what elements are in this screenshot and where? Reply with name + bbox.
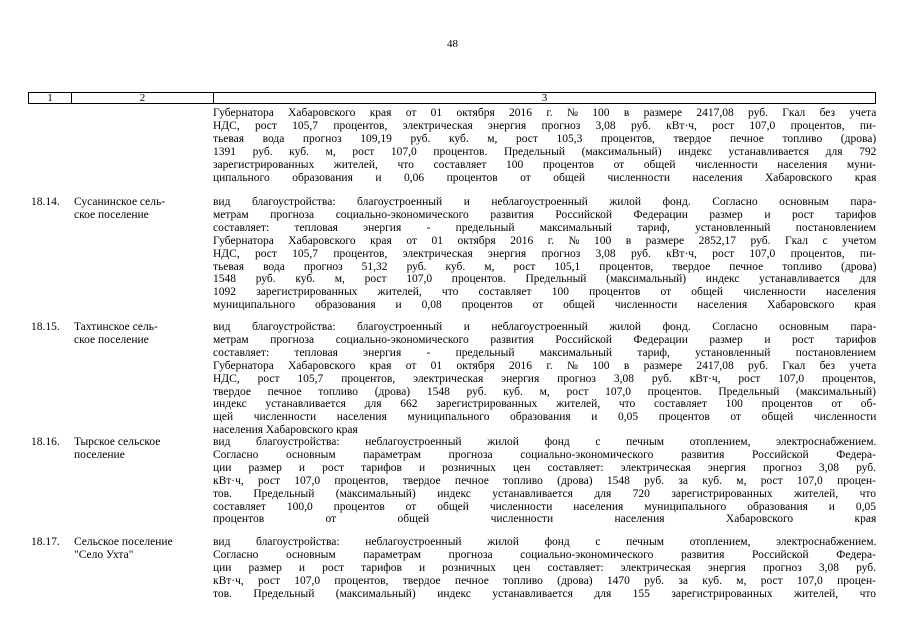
- text-line: 1092 зарегистрированных жителей, что составляет 100 процентов от общей численности населения: [213, 286, 876, 299]
- text-line: тьевая вода прогноз 109,19 руб. куб. м, рост 105,3 процентов, твердое печное топливо (дрова): [213, 132, 877, 145]
- page-number: 48: [447, 38, 458, 50]
- text-line: Согласно основным параметрам прогноза социально-экономического развития Российской Федера-: [213, 548, 876, 561]
- text-line: НДС, рост 105,7 процентов, электрическая энергия прогноз 3,08 руб. кВт·ч, рост 107,0 процентов, пи-: [213, 247, 876, 260]
- settlement-name: [74, 196, 209, 222]
- settlement-description: [213, 196, 876, 312]
- text-line: НДС, рост 105,7 процентов, электрическая энергия прогноз 3,08 руб. кВт·ч, рост 107,0 процентов, пи-: [213, 119, 876, 132]
- text-line: Согласно основным параметрам прогноза социально-экономического развития Российской Федера-: [213, 448, 876, 461]
- name-line: ское поселение: [74, 333, 149, 346]
- header-col-2: 2: [72, 93, 214, 103]
- text-line: метрам прогноза социально-экономического развития Российской Федерации размер и рост тарифов: [213, 208, 877, 221]
- text-line: составляет: тепловая энергия - предельный максимальный тариф, установленный постановлением: [213, 221, 876, 234]
- name-line: Сусанинское сель-: [74, 196, 166, 208]
- continuation-text: [213, 107, 876, 184]
- text-line: составляет: тепловая энергия - предельный максимальный тариф, установленный постановлением: [213, 346, 876, 359]
- text-line: тов. Предельный (максимальный) индекс устанавливается для 155 зарегистрированных жителей, что: [213, 587, 876, 600]
- row-number: 18.14.: [31, 196, 60, 208]
- settlement-description: [213, 321, 876, 437]
- settlement-name: [74, 321, 209, 347]
- text-line: Губернатора Хабаровского края от 01 октября 2016 г. № 100 в размере 2852,17 руб. Гкал с учетом: [213, 234, 877, 247]
- settlement-name: [74, 436, 209, 462]
- text-line: метрам прогноза социально-экономического развития Российской Федерации размер и рост тарифов: [213, 333, 877, 346]
- text-line: 1548 руб. куб. м, рост 107,0 процентов. Предельный (максимальный) индекс устанавливается для: [213, 273, 877, 286]
- settlement-name: [74, 536, 209, 562]
- text-line: зарегистрированных жителей, что составляет 100 процентов от общей численности населения муни-: [213, 158, 876, 171]
- text-line: щей численности населения муниципального образования и 0,05 процентов от общей численности: [213, 411, 877, 424]
- row-number: 18.17.: [31, 536, 60, 548]
- row-number: 18.15.: [31, 321, 60, 333]
- text-line: индекс устанавливается для 662 зарегистрированных жителей, что составляет 100 процентов от об-: [213, 398, 877, 411]
- text-line: НДС, рост 105,7 процентов, электрическая энергия прогноз 3,08 руб. кВт·ч, рост 107,0 процентов,: [213, 372, 876, 385]
- name-line: Тахтинское сель-: [74, 321, 158, 333]
- settlement-description: [213, 536, 876, 601]
- text-line: вид благоустройства: благоустроенный и неблагоустроенный жилой фонд. Согласно основным пара-: [213, 321, 877, 333]
- text-line: вид благоустройства: благоустроенный и неблагоустроенный жилой фонд. Согласно основным пара-: [213, 196, 877, 208]
- text-line: ции размер и рост тарифов и розничных цен составляет: электрическая энергия прогноз 3,08 руб.: [213, 461, 876, 474]
- text-line: ции размер и рост тарифов и розничных цен составляет: электрическая энергия прогноз 3,08 руб.: [213, 561, 876, 574]
- name-line: "Село Ухта": [74, 548, 134, 561]
- row-number: 18.16.: [31, 436, 60, 448]
- settlement-description: [213, 436, 876, 526]
- text-line: кВт·ч, рост 107,0 процентов, твердое печное топливо (дрова) 1548 руб. за куб. м, рост 107,0 процен-: [213, 474, 876, 487]
- name-line: поселение: [74, 448, 125, 461]
- text-line: вид благоустройства: неблагоустроенный жилой фонд с печным отоплением, электроснабжением.: [213, 436, 877, 448]
- name-line: Тырское сельское: [74, 436, 161, 448]
- text-line: тьевая вода прогноз 51,32 руб. куб. м, рост 105,1 процентов, твердое печное топливо (дрова): [213, 260, 877, 273]
- header-col-3: 3: [541, 92, 548, 104]
- table-header: [28, 92, 876, 104]
- text-line: Губернатора Хабаровского края от 01 октября 2016 г. № 100 в размере 2417,08 руб. Гкал без учета: [213, 107, 877, 119]
- name-line: Сельское поселение: [74, 536, 173, 548]
- text-line: процентов от общей численности населения Хабаровского края: [213, 513, 877, 526]
- text-line: вид благоустройства: неблагоустроенный жилой фонд с печным отоплением, электроснабжением.: [213, 536, 877, 548]
- text-line: составляет 100,0 процентов от общей численности населения муниципального образования и 0,05: [213, 500, 876, 513]
- text-line: населения Хабаровского края: [213, 424, 358, 437]
- text-line: ципального образования и 0,06 процентов от общей численности населения Хабаровского края: [213, 171, 877, 184]
- text-line: кВт·ч, рост 107,0 процентов, твердое печное топливо (дрова) 1470 руб. за куб. м, рост 107,0 процен-: [213, 574, 876, 587]
- text-line: муниципального образования и 0,08 процентов от общей численности населения Хабаровского края: [213, 299, 876, 312]
- text-line: твердое печное топливо (дрова) 1548 руб. куб. м, рост 107,0 процентов. Предельный (максимальный): [213, 385, 877, 398]
- text-line: Губернатора Хабаровского края от 01 октября 2016 г. № 100 в размере 2417,08 руб. Гкал без учета: [213, 359, 877, 372]
- name-line: ское поселение: [74, 208, 149, 221]
- text-line: 1391 руб. куб. м, рост 107,0 процентов. Предельный (максимальный) индекс устанавливается для 792: [213, 145, 877, 158]
- text-line: тов. Предельный (максимальный) индекс устанавливается для 720 зарегистрированных жителей, что: [213, 487, 876, 500]
- header-col-1: 1: [29, 93, 72, 103]
